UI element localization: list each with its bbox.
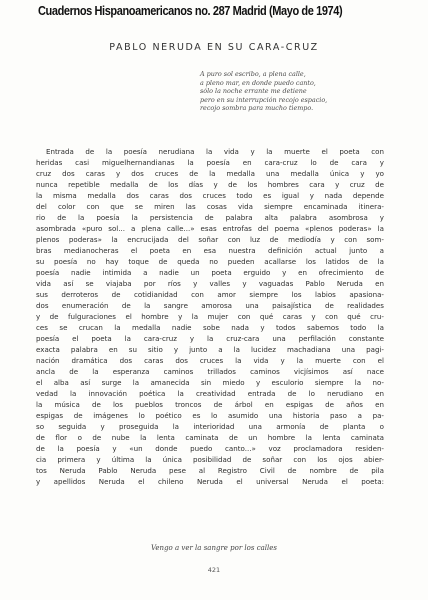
epigraph-line: recojo sombra para mucho tiempo. bbox=[200, 104, 314, 113]
page-number: 421 bbox=[207, 566, 221, 574]
article-title: PABLO NERUDA EN SU CARA-CRUZ bbox=[109, 42, 319, 53]
body-line: del color con que se miren las cosas vida siempre encaminada itinera- bbox=[36, 202, 384, 212]
body-line: la música de los pueblos troncos de árbol en espigas de años en bbox=[36, 400, 384, 410]
body-line: cia primera y última la única posibilidad de soñar con los ojos abier- bbox=[36, 455, 384, 465]
library-stamp: Cuadernos Hispanoamericanos no. 287 Madrid (Mayo de 1974) bbox=[38, 4, 343, 19]
body-line: cruz dos caras y dos cruces de la medalla una medalla única y yo bbox=[36, 169, 384, 179]
epigraph-line: a pleno mar, en donde puedo canto, bbox=[200, 78, 316, 87]
body-line: Entrada de la poesía nerudiana la vida y la muerte el poeta con bbox=[46, 147, 384, 156]
body-line: exacta palabra en su sitio y junto a la lucidez machadiana una pagi- bbox=[36, 345, 384, 355]
article-body bbox=[36, 146, 384, 487]
body-line: su poesía no hay toque de queda no pueden acallarse los latidos de la bbox=[36, 257, 384, 267]
body-line: heridas casi miguelhernandianas la poesía en cara-cruz lo de cara y bbox=[36, 158, 384, 168]
body-line: de la poesía y «un donde puedo canto...» voz proclamadora residen- bbox=[36, 444, 384, 454]
body-line: rio de la poesía la persistencia de palabra alta palabra asombrosa y bbox=[36, 213, 384, 223]
body-line: ces se crucan la medalla nadie sobe nada y todos sabemos todo la bbox=[36, 323, 384, 333]
body-line: bras medianocheras el poeta en esa nuestra definición actual junto a bbox=[36, 246, 384, 256]
body-line: plenos poderas» la encrucijada del soñar con luz de mediodía y con som- bbox=[36, 235, 384, 245]
body-line: asombrada «puro sol... a plena calle...» esas entrofas del poema «plenos poderas» la bbox=[36, 224, 384, 234]
body-line: poesía nadie intimida a nadie un poeta erguido y en ofrecimiento de bbox=[36, 268, 384, 278]
body-line: ancla de la esperanza caminos trillados caminos vicjísimos así nace bbox=[36, 367, 384, 377]
body-line: nunca repetible medalla de los días y de los hombres cara y cruz de bbox=[36, 180, 384, 190]
body-line: espigas de imágenes lo poético es lo asumido una historia paso a pa- bbox=[36, 411, 384, 421]
body-line: dos enumeración de la sangre amorosa una paisajística de realidades bbox=[36, 301, 384, 311]
body-line: de flor o de nube la lenta caminata de un hombre la lenta caminata bbox=[36, 433, 384, 443]
body-line: y apellidos Neruda el chileno Neruda el universal Neruda el poeta: bbox=[36, 477, 384, 487]
body-line: vida así se viajaba por ríos y valles y vaguadas Pablo Neruda en bbox=[36, 279, 384, 289]
body-line: el alba así surge la amanecida sin miedo y esculorio siempre la no- bbox=[36, 378, 384, 388]
body-line: y de fulguraciones el hombre y la mujer con qué caras y con qué cru- bbox=[36, 312, 384, 322]
body-line: nación dramática dos caras dos cruces la vida y la muerte con el bbox=[36, 356, 384, 366]
epigraph-line: A puro sol escribo, a plena calle, bbox=[200, 70, 306, 78]
body-line: so seguida y proseguida la interioridad una armonía de planta o bbox=[36, 422, 384, 432]
caption: Vengo a ver la sangre por los calles bbox=[151, 544, 277, 552]
body-line: tos Neruda Pablo Neruda pese al Registro Civil de nombre de pila bbox=[36, 466, 384, 476]
epigraph bbox=[200, 70, 400, 113]
epigraph-line: pero en su interrupción recojo espacio, bbox=[200, 95, 328, 104]
body-line: sus derroteros de cotidianidad con amor siempre los labios apasiona- bbox=[36, 290, 384, 300]
epigraph-line: sólo la noche errante me detiene bbox=[200, 87, 307, 96]
body-line: vedad la innovación poética la creatividad entrada de lo nerudiano en bbox=[36, 389, 384, 399]
body-line: la misma medalla dos caras dos cruces todo es igual y nada depende bbox=[36, 191, 384, 201]
body-line: poesía el poeta la cara-cruz y la cruz-cara una perfilación constante bbox=[36, 334, 384, 344]
